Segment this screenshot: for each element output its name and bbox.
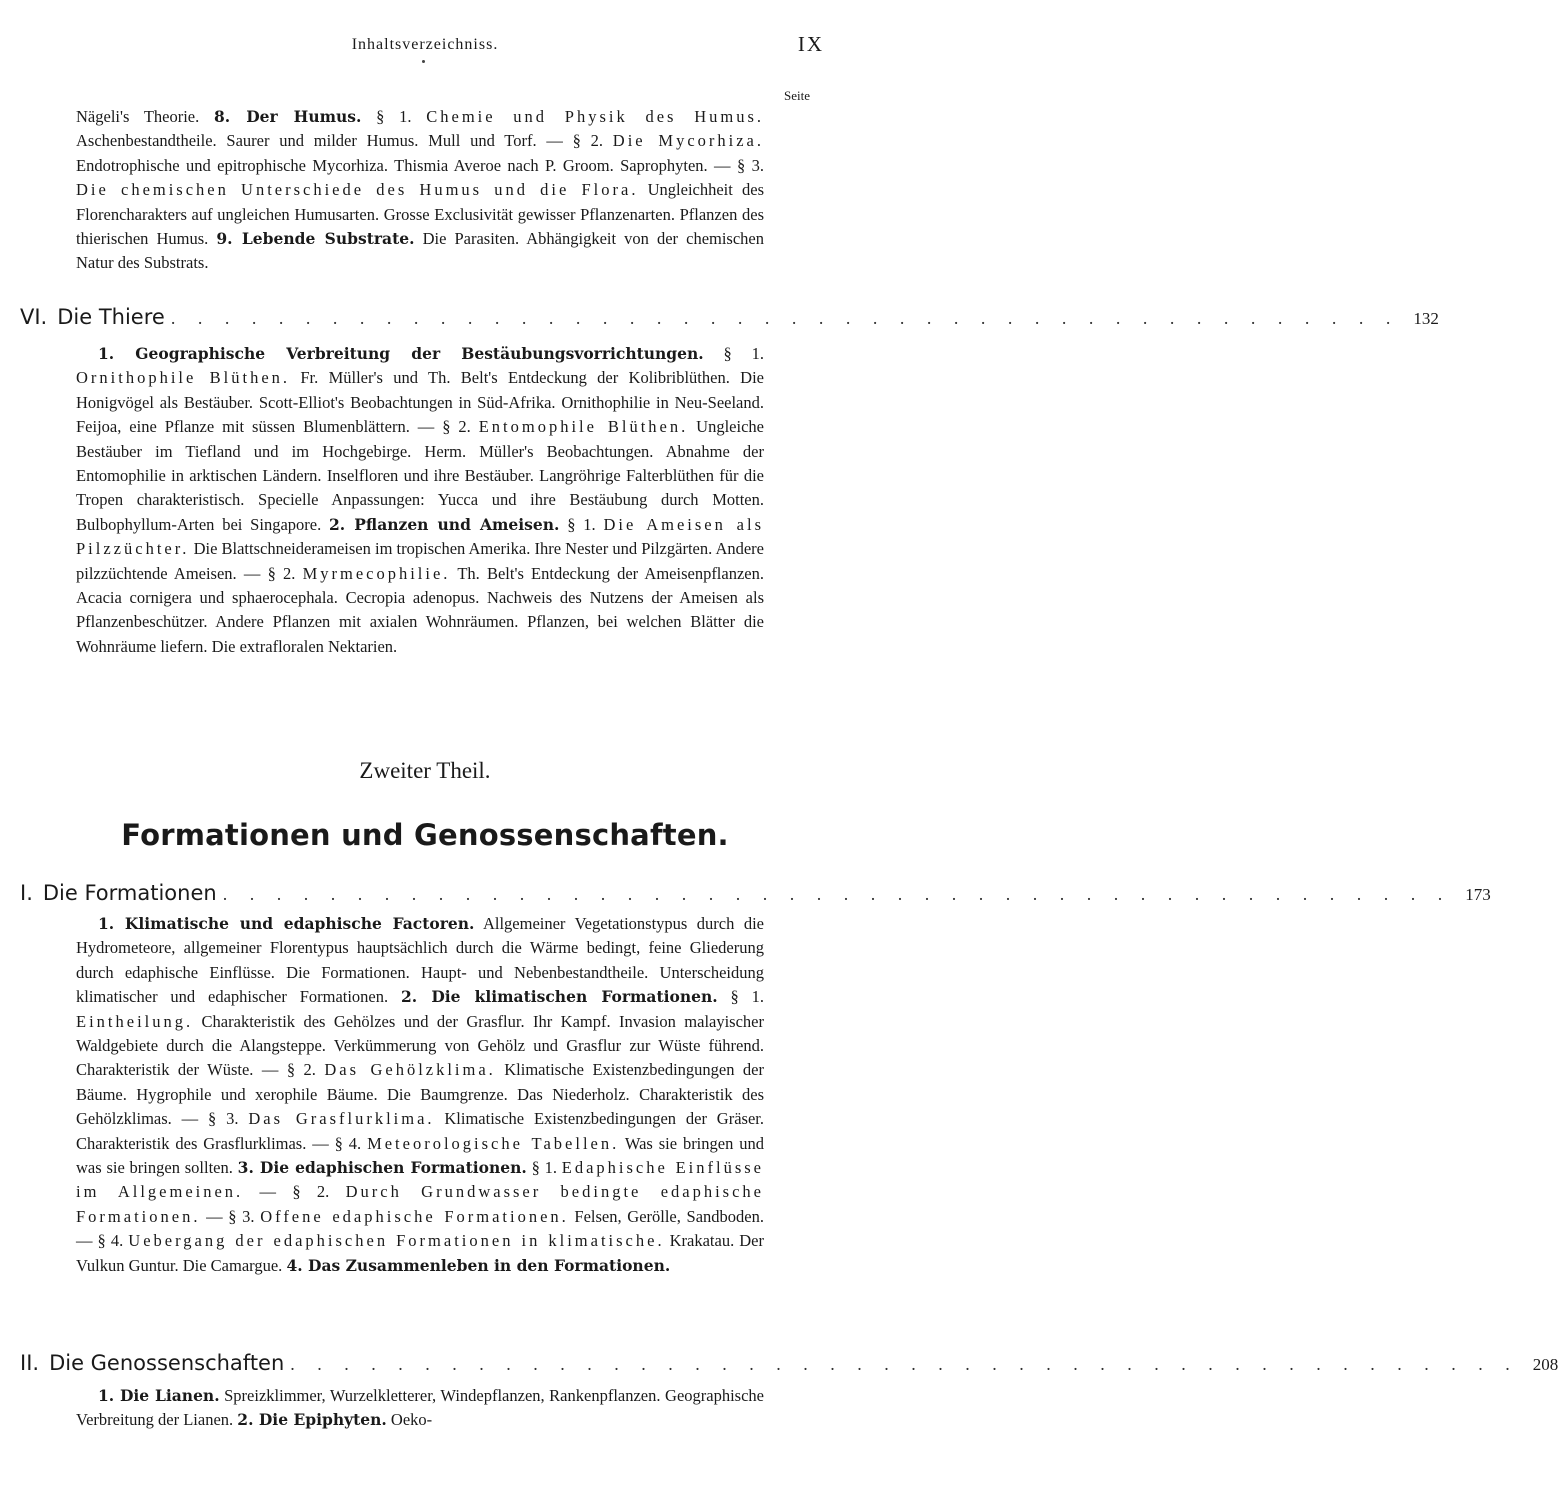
toc-entry-ii[interactable] xyxy=(20,1351,1558,1375)
toc-numeral: II. xyxy=(20,1351,40,1375)
toc-page-number: 132 xyxy=(1413,309,1439,328)
subheading-zusammenleben: 4. Das Zusammenleben in den Formationen. xyxy=(286,1255,671,1275)
toc-entry-vi[interactable] xyxy=(20,305,1439,329)
section-i-paragraph: 1. Klimatische und edaphische Factoren. Allgemeiner Vegetationstypus durch die Hydrometeore, allgemeiner Florentypus hauptsächlich durch die Wärme bedingt, feine Gliederung durch edaphische Einflüsse. Die Formationen. Haupt- und Nebenbestandtheile. Unterscheidung klimatischer und edaphischer Formationen. 2. Die klimatischen Formationen. § 1. Eintheilung. Charakteristik des Gehölzes und der Grasflur. Ihr Kampf. Invasion malayischer Waldgebiete durch die Alangsteppe. Verkümmerung von Gehölz und Grasflur zur Wüste führend. Charakteristik der Wüste. — § 2. Das Gehölzklima. Klimatische Existenzbedingungen der Bäume. Hygrophile und xerophile Bäume. Die Baumgrenze. Das Niederholz. Charakteristik des Gehölzklimas. — § 3. Das Grasflurklima. Klimatische Existenzbedingungen der Gräser. Charakteristik des Grasflurklimas. — § 4. Meteorologische Tabellen. Was sie bringen und was sie bringen sollten. 3. Die edaphischen Formationen. § 1. Edaphische Einflüsse im Allgemeinen. — § 2. Durch Grundwasser bedingte edaphische Formationen. — § 3. Offene edaphische Formationen. Felsen, Gerölle, Sandboden. — § 4. Uebergang der edaphischen Formationen in klimatische. Krakatau. Der Vulkun Guntur. Die Camargue. 4. Das Zusammenleben in den Formationen. xyxy=(76,914,765,1275)
header-dot-mark xyxy=(422,60,425,63)
subheading-lebende-substrate: 9. Lebende Substrate. xyxy=(216,229,415,249)
subheading-klimatische-edaphische-factoren: 1. Klimatische und edaphische Factoren. xyxy=(98,914,475,933)
section-vi-paragraph: 1. Geographische Verbreitung der Bestäubungsvorrichtungen. § 1. Ornithophile Blüthen. Fr. Müller's und Th. Belt's Entdeckung der Kolibriblüthen. Die Honigvögel als Bestäuber. Scott-Elliot's Beobachtungen in Süd-Afrika. Ornithophilie in Neu-Seeland. Feijoa, eine Pflanze mit süssen Blumenblättern. — § 2. Entomophile Blüthen. Ungleiche Bestäuber im Tiefland und im Hochgebirge. Herm. Müller's Beobachtungen. Abnahme der Entomophilie in arktischen Ländern. Inselfloren und ihre Bestäuber. Langröhrige Falterblüthen für die Tropen charakteristisch. Specielle Anpassungen: Yucca und ihre Bestäubung durch Motten. Bulbophyllum-Arten bei Singapore. 2. Pflanzen und Ameisen. § 1. Die Ameisen als Pilzzüchter. Die Blattschneiderameisen im tropischen Amerika. Ihre Nester und Pilzgärten. Andere pilzzüchtende Ameisen. — § 2. Myrmecophilie. Th. Belt's Entdeckung der Ameisenpflanzen. Acacia cornigera und sphaerocephala. Cecropia adenopus. Nachweis des Nutzens der Ameisen als Pflanzenbeschützer. Andere Pflanzen mit axialen Wohnräumen. Pflanzen, bei welchen Blätter die Wohnräume liefern. Die extrafloralen Nektarien. xyxy=(76,344,765,656)
toc-leader-dots: . . . . . . . . . . . . . . . . . . . . . . . . . . . . . . . . . . . . . . . . . . . . . . xyxy=(170,308,1400,328)
section-v-tail-paragraph: Nägeli's Theorie. 8. Der Humus. § 1. Chemie und Physik des Humus. Aschenbestandtheile. Saurer und milder Humus. Mull und Torf. — § 2. Die Mycorhiza. Endotrophische und epitrophische Mycorhiza. Thismia Averoe nach P. Groom. Saprophyten. — § 3. Die chemischen Unterschiede des Humus und die Flora. Ungleichheit des Florencharakters auf ungleichen Humusarten. Grosse Exclusivität gewisser Pflanzenarten. Pflanzen des thierischen Humus. 9. Lebende Substrate. Die Parasiten. Abhängigkeit von der chemischen Natur des Substrats. xyxy=(76,107,765,273)
toc-page-number: 173 xyxy=(1465,885,1491,904)
subheading-der-humus: 8. Der Humus. xyxy=(214,107,362,126)
toc-page-number: 208 xyxy=(1532,1355,1558,1374)
toc-title: Die Genossenschaften xyxy=(49,1351,285,1375)
subheading-epiphyten: 2. Die Epiphyten. xyxy=(237,1410,387,1430)
toc-title: Die Thiere xyxy=(57,305,165,329)
toc-leader-dots: . . . . . . . . . . . . . . . . . . . . . . . . . . . . . . . . . . . . . . . . . . . . . . xyxy=(290,1354,1519,1374)
part-label: Zweiter Theil. xyxy=(359,758,491,783)
page-number: IX xyxy=(797,32,824,56)
subheading-klimatische-formationen: 2. Die klimatischen Formationen. xyxy=(401,987,718,1007)
toc-numeral: I. xyxy=(20,881,33,905)
section-ii-paragraph: 1. Die Lianen. Spreizklimmer, Wurzelkletterer, Windepflanzen, Rankenpflanzen. Geographische Verbreitung der Lianen. 2. Die Epiphyten. Oeko- xyxy=(76,1386,764,1430)
subheading-lianen: 1. Die Lianen. xyxy=(98,1386,220,1405)
running-title: Inhaltsverzeichniss. xyxy=(351,36,499,53)
subheading-pflanzen-und-ameisen: 2. Pflanzen und Ameisen. xyxy=(329,514,560,534)
subheading-geographische-verbreitung: 1. Geographische Verbreitung der Bestäubungsvorrichtungen. xyxy=(98,344,704,363)
toc-leader-dots: . . . . . . . . . . . . . . . . . . . . . . . . . . . . . . . . . . . . . . . . . . . . . . xyxy=(222,884,1452,904)
seite-label: Seite xyxy=(784,88,810,103)
toc-numeral: VI. xyxy=(20,305,48,329)
toc-entry-i[interactable] xyxy=(20,881,1491,905)
subheading-edaphische-formationen: 3. Die edaphischen Formationen. xyxy=(237,1158,527,1178)
toc-title: Die Formationen xyxy=(42,881,217,905)
part-title: Formationen und Genossenschaften. xyxy=(121,818,729,852)
